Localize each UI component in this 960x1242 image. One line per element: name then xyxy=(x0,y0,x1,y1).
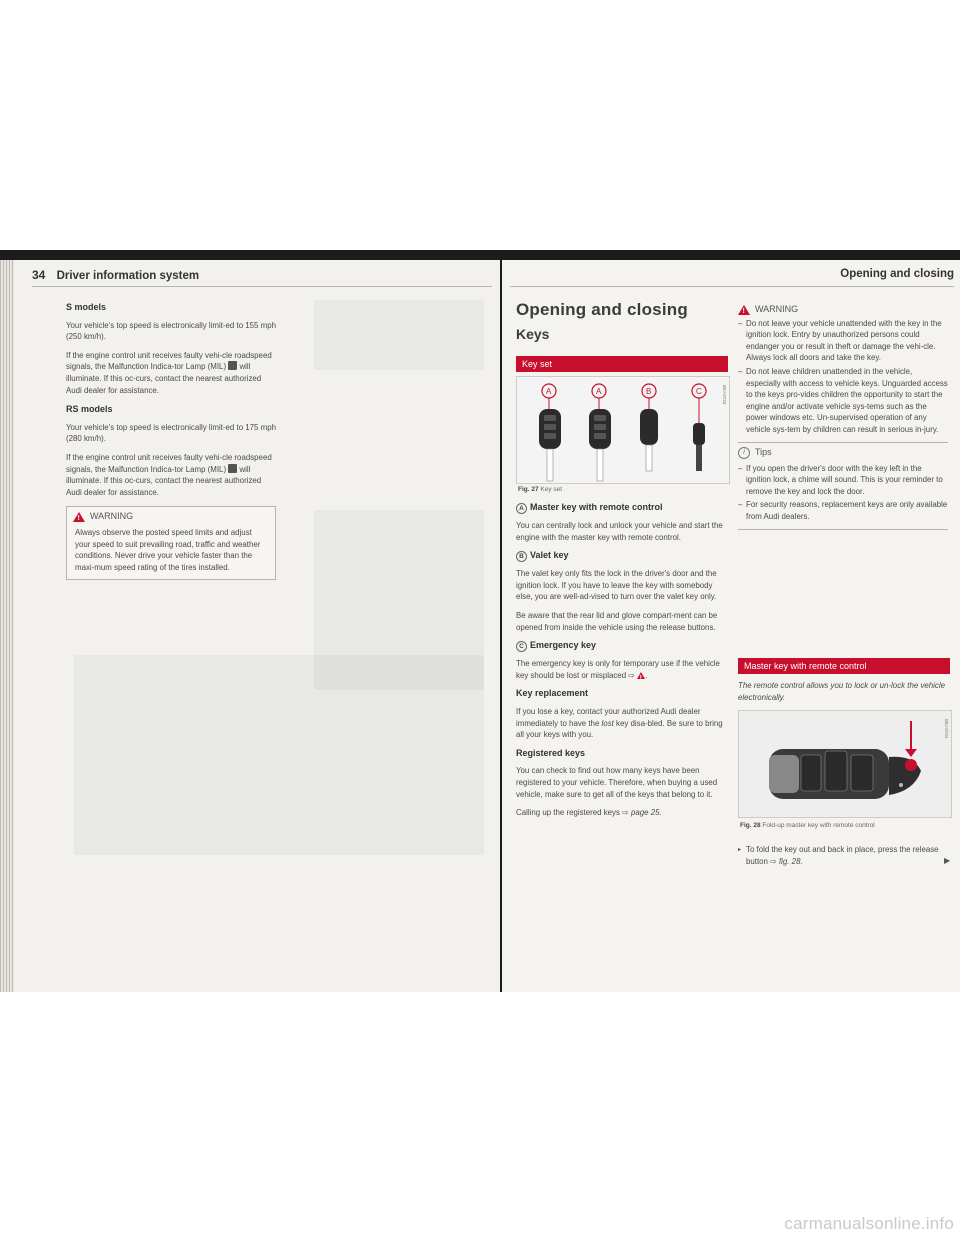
figure-27-key-set xyxy=(516,376,730,484)
page-number: 34 xyxy=(32,268,46,282)
warning-item: – Do not leave your vehicle unattended with the key in the ignition lock. Entry by unauthorized persons could endanger you or result in theft or damage the vehi-cle. Always lock all doors and take the key. xyxy=(738,318,948,364)
valet-key-p2: Be aware that the rear lid and glove compart-ment can be opened from inside the vehicle using the release buttons. xyxy=(516,610,718,632)
right-running-head: Opening and closing xyxy=(840,268,954,280)
left-page xyxy=(14,260,500,992)
warning-triangle-icon xyxy=(738,305,750,315)
section-title: Keys xyxy=(516,326,550,342)
left-column xyxy=(66,302,276,580)
left-running-title: Driver information system xyxy=(56,270,200,282)
right-warning xyxy=(738,300,948,436)
right-page xyxy=(502,260,960,992)
master-remote-intro: The remote control allows you to lock or un-lock the vehicle electronically. xyxy=(738,681,946,702)
valet-key-p1: The valet key only fits the lock in the driver's door and the ignition lock. If you have to leave the key with somebody else, you are well-ad-vised to turn over the valet key only. xyxy=(516,569,717,602)
registered-keys-p1: You can check to find out how many keys have been registered to your vehicle. Therefore, when buying a used vehicle, make sure to get all of the keys that belong to it. xyxy=(516,766,718,799)
master-remote-bar: Master key with remote control xyxy=(738,658,950,674)
page-25-link[interactable]: ⇨ page 25. xyxy=(622,808,662,818)
s-models-heading: S models xyxy=(66,302,107,312)
master-key-text: You can centrally lock and unlock your vehicle and start the engine with the master key with remote control. xyxy=(516,521,723,542)
rs-models-p2: If the engine control unit receives faulty vehi-cle roadspeed signals, the Malfunction Indica-tor Lamp (MIL) will illuminate. If this oc-curs, contact the nearest authorized Audi dealer for assistance. xyxy=(66,452,272,497)
warning-label: WARNING xyxy=(90,511,134,522)
warning-text: Always observe the posted speed limits and adjust your speed to suit prevailing road, traffic and weather conditions. Never drive your vehicle faster than the maxi-mum speed rating of the tires installed. xyxy=(75,527,261,572)
watermark: carmanualsonline.info xyxy=(784,1214,954,1233)
s-models-p1: Your vehicle's top speed is electronically limit-ed to 155 mph (250 km/h). xyxy=(66,320,276,342)
s-models-p2: If the engine control unit receives faulty vehi-cle roadspeed signals, the Malfunction Indica-tor Lamp (MIL) will illuminate. If this oc-curs, contact the nearest authorized Audi dealer for assistance. xyxy=(66,350,272,395)
label-a1: A xyxy=(546,387,552,396)
key-set-illustration xyxy=(517,377,729,483)
valet-key-heading: B Valet key xyxy=(516,550,728,562)
registered-keys-p2: Calling up the registered keys ⇨ page 25. xyxy=(516,808,662,818)
warning-list xyxy=(738,318,948,436)
right-column-2 xyxy=(738,300,948,530)
tips-box xyxy=(738,442,948,530)
fig27-caption: Fig. 27 Key set xyxy=(518,486,563,493)
warning-label: WARNING xyxy=(755,304,799,314)
left-head-rule xyxy=(32,286,492,287)
fig28-code: B8J-0734 xyxy=(944,719,949,739)
rs-models-heading: RS models xyxy=(66,404,113,415)
fig28-caption: Fig. 28 Fold-up master key with remote control xyxy=(740,822,875,829)
left-warning-box xyxy=(66,506,276,580)
tips-item: – For security reasons, replacement keys are only available from Audi dealers. xyxy=(738,499,948,522)
key-replacement-heading: Key replacement xyxy=(516,688,589,699)
right-column-1 xyxy=(516,502,728,826)
tips-list xyxy=(738,463,948,523)
key-replacement-text: If you lose a key, contact your authorized Audi dealer immediately to have the lost key disa-bled. Be sure to bring all your keys with you. xyxy=(516,706,723,740)
key-set-bar: Key set xyxy=(516,356,728,372)
book-spread xyxy=(0,250,960,992)
registered-keys-heading: Registered keys xyxy=(516,747,586,758)
emergency-key-heading: C Emergency key xyxy=(516,640,728,652)
figure-28-remote-key xyxy=(738,710,952,818)
mil-lamp-icon xyxy=(228,361,237,370)
master-key-heading: A Master key with remote control xyxy=(516,502,728,514)
label-a2: A xyxy=(596,387,602,396)
tips-label: Tips xyxy=(755,446,772,457)
mil-lamp-icon xyxy=(228,464,237,473)
right-head-rule xyxy=(510,286,954,287)
warning-triangle-icon xyxy=(73,512,85,522)
warning-item: – Do not leave children unattended in the vehicle, especially with access to vehicle keys. Unguarded access to the keys pro-vides children the opportunity to start the engine and/or activate vehicle sys-tems such as the power windows etc. Un-supervised operation of any vehicle sys-tem by children can result in serious in-jury. xyxy=(738,366,948,436)
info-tips-icon: i xyxy=(738,447,750,459)
tips-item: – If you open the driver's door with the key left in the ignition lock, a chime will sound. This is your reminder to remove the key and lock the door. xyxy=(738,463,948,498)
left-running-head xyxy=(32,268,199,282)
label-c: C xyxy=(696,387,702,396)
fig27-code: B8J-0733 xyxy=(722,385,727,405)
fold-key-instruction: ▸ To fold the key out and back in place, press the release button ⇨ fig. 28. xyxy=(738,844,946,867)
continue-arrow-icon: ▶ xyxy=(944,856,951,865)
chapter-title: Opening and closing xyxy=(516,300,688,319)
rs-models-p1: Your vehicle's top speed is electronically limit-ed to 175 mph (280 km/h). xyxy=(66,422,276,444)
fig-28-link[interactable]: ⇨ fig. 28. xyxy=(770,856,803,866)
emergency-key-text: The emergency key is only for temporary use if the vehicle key should be lost or misplaced ⇨ ! . xyxy=(516,658,728,681)
warning-triangle-icon xyxy=(637,672,645,679)
remote-key-illustration xyxy=(739,711,951,817)
label-b: B xyxy=(646,387,652,396)
page-edges xyxy=(0,260,14,992)
